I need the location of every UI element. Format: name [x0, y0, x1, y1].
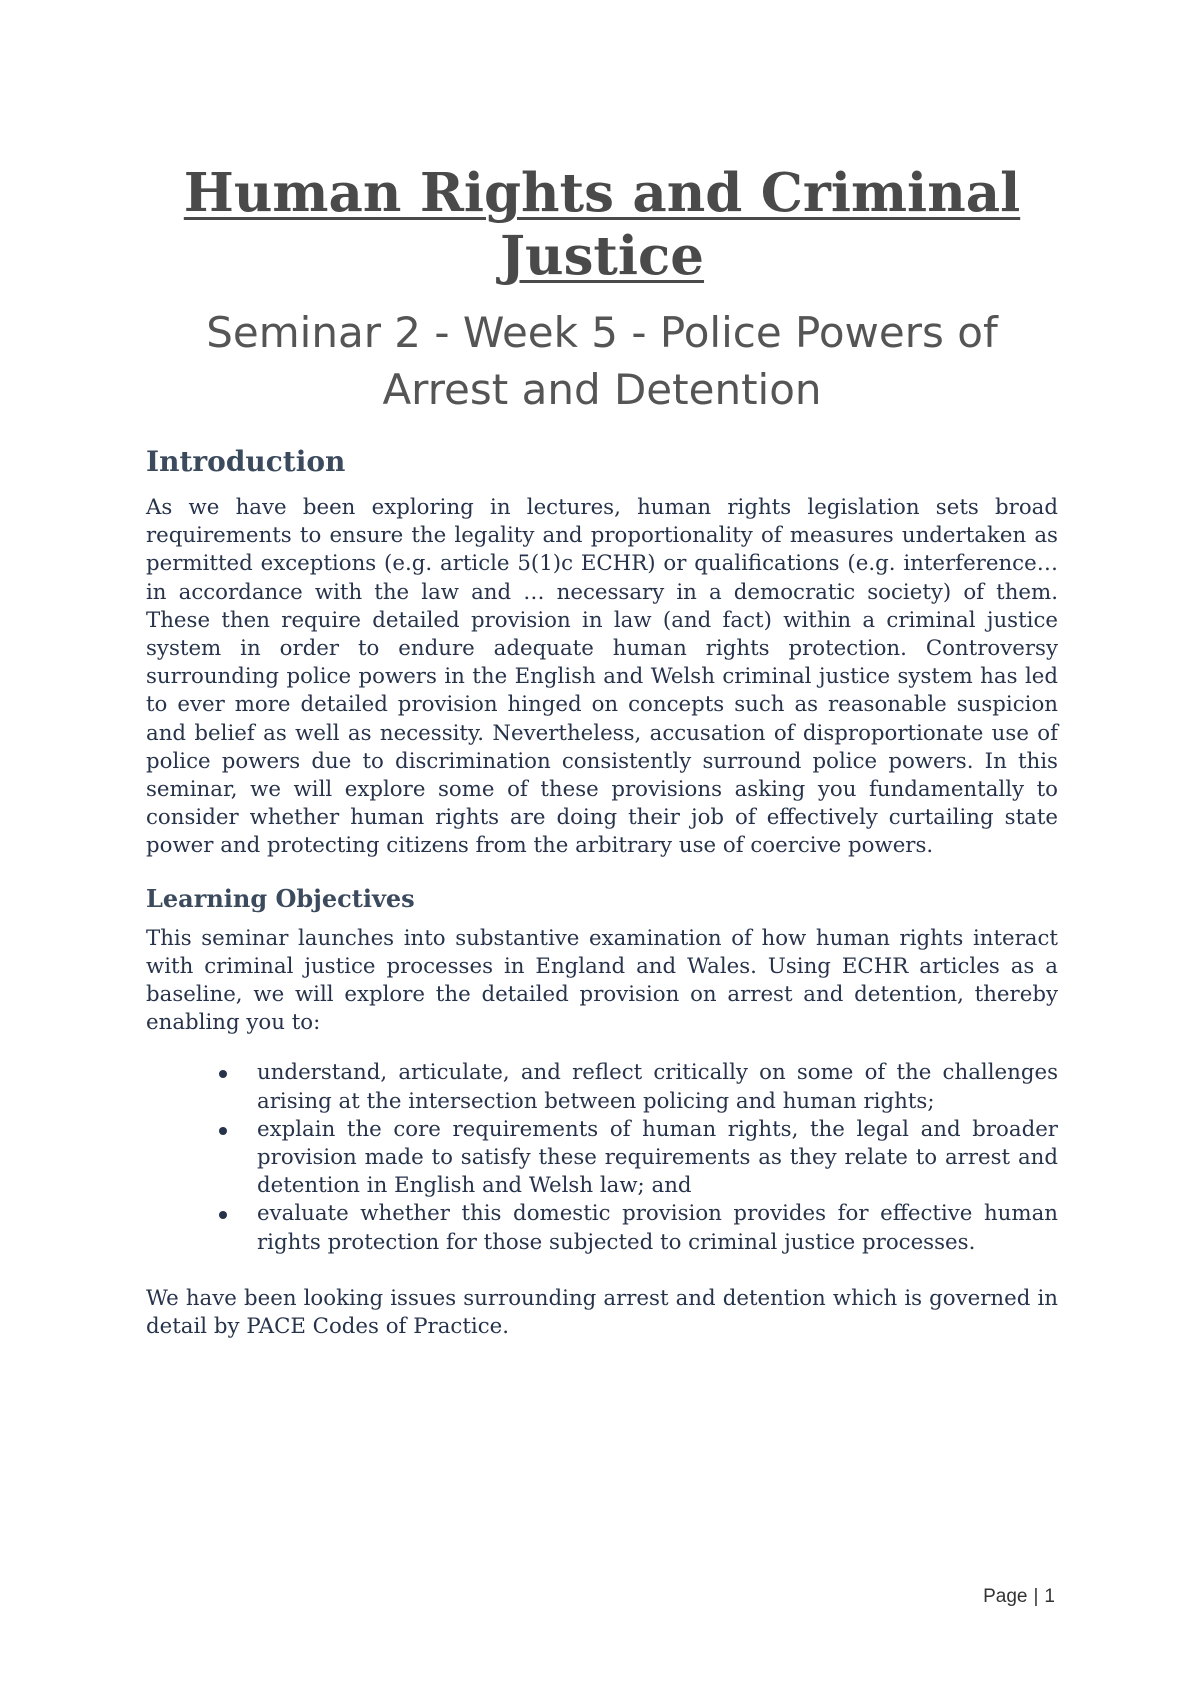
page-separator: | [1033, 1586, 1039, 1607]
introduction-heading: Introduction [146, 445, 346, 478]
objective-text: understand, articulate, and reflect critically on some of the challenges arising at the intersection between policing and human rights; [257, 1060, 1058, 1114]
document-subtitle: Seminar 2 - Week 5 - Police Powers of Arrest and Detention [206, 308, 998, 414]
list-item [257, 1116, 1058, 1201]
objective-text: explain the core requirements of human rights, the legal and broader provision made to satisfy these requirements as they relate to arrest and detention in English and Welsh law; and [257, 1116, 1058, 1199]
closing-paragraph: We have been looking issues surrounding arrest and detention which is governed in detail by PACE Codes of Practice. [146, 1285, 1058, 1340]
bullet-icon [219, 1211, 227, 1219]
learning-objectives-intro: This seminar launches into substantive examination of how human rights interact with criminal justice processes in England and Wales. Using ECHR articles as a baseline, we will explore the detailed provision on arrest and detention, thereby enabling you to: [146, 925, 1058, 1036]
bullet-icon [219, 1127, 227, 1135]
page-label: Page [983, 1586, 1028, 1607]
page-footer [983, 1586, 1055, 1608]
objectives-list [146, 1059, 1058, 1256]
document-title: Human Rights and Criminal Justice [183, 162, 1021, 287]
page-number: 1 [1044, 1586, 1055, 1607]
list-item [257, 1059, 1058, 1115]
objective-text: evaluate whether this domestic provision provides for effective human rights protection for those subjected to criminal justice processes. [257, 1201, 1058, 1255]
learning-objectives-heading: Learning Objectives [146, 883, 415, 913]
page-content [146, 162, 1058, 1341]
introduction-paragraph: As we have been exploring in lectures, human rights legislation sets broad requirements to ensure the legality and proportionality of measures undertaken as permitted exceptions (e.g. article 5(1)c ECHR) or qualifications (e.g. interference…in accordance with the law and … necessary in a democratic society) of them. These then require detailed provision in law (and fact) within a criminal justice system in order to endure adequate human rights protection. Controversy surrounding police powers in the English and Welsh criminal justice system has led to ever more detailed provision hinged on concepts such as reasonable suspicion and belief as well as necessity. Nevertheless, accusation of disproportionate use of police powers due to discrimination consistently surround police powers. In this seminar, we will explore some of these provisions asking you fundamentally to consider whether human rights are doing their job of effectively curtailing state power and protecting citizens from the arbitrary use of coercive powers. [146, 495, 1058, 859]
bullet-icon [219, 1070, 227, 1078]
list-item [257, 1200, 1058, 1256]
